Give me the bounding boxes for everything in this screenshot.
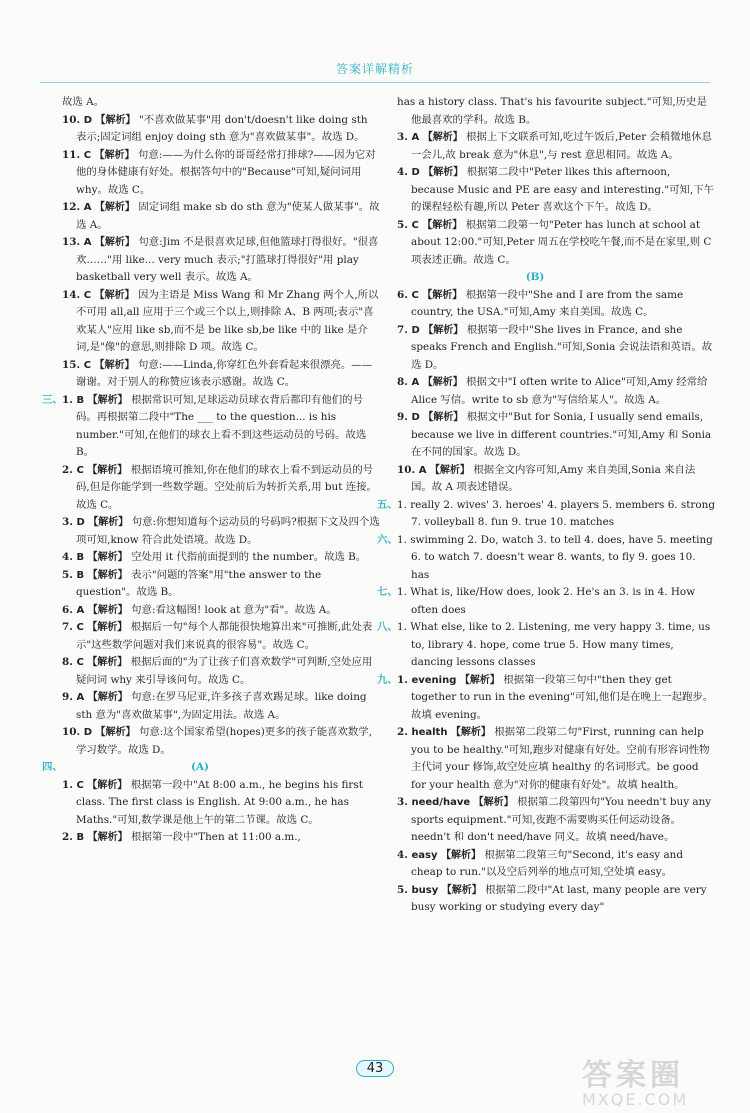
explanation-text: 根据第一段中"She and I are from the same country, the USA."可知,Amy 来自美国。故选 C。 — [411, 288, 684, 318]
explanation-text: 根据语境可推知,你在他们的球衣上看不到运动员的号码,但是你能学到一些数学题。空处前后为转折关系,用 but 连接。故选 C。 — [76, 463, 377, 511]
answer-item — [397, 129, 715, 164]
answer-item — [62, 94, 380, 112]
answer-item — [397, 287, 715, 322]
explanation-text: 句意:看这幅图! look at 意为"看"。故选 A。 — [131, 603, 337, 616]
explanation-text: 根据第一段第三句中"then they get together to run in the evening"可知,他们是在晚上一起跑步。故填 evening。 — [411, 673, 714, 721]
question-number: 15. — [62, 358, 84, 371]
explanation-text: 根据常识可知,足球运动员球衣背后都印有他们的号码。再根据第二段中"The ___ to the question... is his number."可知,在他们的球衣上看不到这些运动员的号码。故选 B。 — [76, 393, 367, 458]
question-number: 2. — [62, 463, 77, 476]
answer-key: B 【解析】 — [76, 569, 132, 581]
question-number: 7. — [62, 621, 77, 633]
explanation-text: 因为主语是 Miss Wang 和 Mr Zhang 两个人,所以不可用 all,all 应用于三个或三个以上,则排除 A、B 两项;表示"喜欢某人"应用 like sb,而不是 be like sb,be like 中的 like 是介词,是"像"的意思,则排除 D 项。故选 C。 — [76, 288, 379, 353]
answer-item — [62, 199, 380, 234]
answer-item — [62, 567, 380, 602]
header-title: 答案详解精析 — [335, 62, 414, 76]
answer-key: easy 【解析】 — [411, 849, 485, 861]
explanation-text: 根据全文内容可知,Amy 来自美国,Sonia 来自法国。故 A 项表述错误。 — [411, 463, 696, 493]
answer-item — [397, 847, 715, 882]
section-header — [42, 759, 380, 777]
explanation-text: 句意:——Linda,你穿红色外套看起来很漂亮。——谢谢。对于别人的称赞应该表示感谢。故选 C。 — [76, 358, 373, 388]
explanation-text: 句意:在罗马尼亚,许多孩子喜欢踢足球。like doing sth 意为"喜欢做某事",为固定用法。故选 A。 — [76, 691, 367, 721]
left-column — [42, 94, 380, 847]
explanation-text: 根据文中"But for Sonia, I usually send emails, because we live in different countries."可知,Amy 和 Sonia 在不同的国家。故选 D。 — [411, 411, 712, 458]
answer-key: D 【解析】 — [411, 324, 467, 336]
question-number: 3. — [397, 131, 412, 143]
explanation-text: 句意:你想知道每个运动员的号码吗?根据下文及四个选项可知,know 符合此处语境。故选 D。 — [76, 516, 380, 546]
answer-item — [62, 777, 380, 830]
answer-key: A 【解析】 — [76, 604, 132, 616]
answer-key: D 【解析】 — [411, 167, 467, 178]
question-number: 6. — [62, 603, 77, 616]
question-number: 9. — [62, 691, 77, 703]
explanation-text: "不喜欢做某事"用 don't/doesn't like doing sth 表示;固定词组 enjoy doing sth 意为"喜欢做某事"。故选 D。 — [76, 113, 368, 143]
explanation-text: 固定词组 make sb do sth 意为"使某人做某事"。故选 A。 — [76, 201, 380, 231]
question-number: 5. — [397, 883, 412, 896]
answer-item — [397, 409, 715, 462]
question-number: 1. — [62, 778, 77, 791]
question-number: 1. — [397, 673, 412, 686]
answer-key: D 【解析】 — [83, 727, 139, 738]
answer-item — [397, 164, 715, 217]
question-number: 4. — [397, 166, 412, 178]
answer-key: C 【解析】 — [83, 289, 139, 301]
answer-key: C 【解析】 — [411, 219, 466, 231]
answer-item — [397, 94, 715, 129]
question-number: 1. — [62, 393, 77, 406]
answer-item — [62, 462, 380, 515]
answer-key: C 【解析】 — [76, 622, 131, 633]
answer-key: A 【解析】 — [418, 464, 474, 476]
explanation-text: 表示"问题的答案"用"the answer to the question"。故选 B。 — [76, 568, 322, 598]
question-number: 10. — [62, 726, 84, 738]
answer-key: B 【解析】 — [76, 552, 132, 563]
answer-key: B 【解析】 — [76, 832, 132, 843]
page-number-text: 43 — [356, 1060, 395, 1077]
explanation-text: 根据第二段第四句"You needn't buy any sports equipment."可知,夜跑不需要购买任何运动设备。needn't 和 don't need/have 同义。故填 need/have。 — [411, 796, 712, 843]
watermark-line2: MXQE.COM — [582, 1090, 689, 1109]
explanation-text: 句意:——为什么你的哥哥经常打排球?——因为它对他的身体健康有好处。根据答句中的"Because"可知,疑问词用 why。故选 C。 — [76, 148, 376, 196]
answer-key: A 【解析】 — [83, 202, 139, 213]
answer-key: C 【解析】 — [76, 779, 131, 791]
subsection-label: (A) — [191, 761, 209, 773]
answer-item — [62, 234, 380, 287]
answer-key: A 【解析】 — [411, 377, 467, 388]
section-number: 七、 — [377, 586, 398, 598]
answer-item — [397, 794, 715, 847]
watermark-logo — [582, 1050, 742, 1110]
question-number: 9. — [397, 411, 412, 423]
answer-text: 1. swimming 2. Do, watch 3. to tell 4. does, have 5. meeting 6. to watch 7. doesn't wear 8. wants, to fly 9. goes 10. has — [397, 533, 713, 581]
right-column — [377, 94, 715, 917]
explanation-text: 根据第一段中"Then at 11:00 a.m., — [131, 831, 301, 843]
answer-key: busy 【解析】 — [411, 884, 486, 896]
answer-key: C 【解析】 — [411, 289, 466, 301]
question-number: 3. — [397, 796, 412, 808]
explanation-text: 根据上下文联系可知,吃过午饭后,Peter 会稍微地休息一会儿,故 break 意为"休息",与 rest 意思相同。故选 A。 — [411, 131, 712, 161]
explanation-text: 句意:Jim 不是很喜欢足球,但他篮球打得很好。"很喜欢……"用 like... very much 表示;"打篮球打得很好"用 play basketball very well 表示。故选 A。 — [76, 236, 379, 283]
explanation-text: 根据后面的"为了让孩子们喜欢数学"可判断,空处应用疑问词 why 来引导该问句。故选 C。 — [76, 656, 373, 686]
explanation-text: 根据第二段第三句"Second, it's easy and cheap to run."以及空后列举的地点可知,空处填 easy。 — [411, 848, 684, 878]
explanation-text: 根据后一句"每个人都能很快地算出来"可推断,此处表示"这些数学问题对我们来说真的很容易"。故选 C。 — [76, 621, 373, 651]
answer-item — [397, 724, 715, 794]
answer-row — [377, 532, 715, 585]
answer-key: D 【解析】 — [76, 517, 132, 528]
question-number: 2. — [62, 831, 77, 843]
answer-row — [377, 584, 715, 619]
answer-item — [62, 112, 380, 147]
question-number: 10. — [62, 113, 84, 126]
answer-row — [377, 497, 715, 532]
answer-item — [397, 462, 715, 497]
question-number: 13. — [62, 236, 84, 248]
explanation-text: 根据第二段中"Peter likes this afternoon, because Music and PE are easy and interesting."可知,下午的课程轻松有趣,所以 Peter 喜欢这个下午。故选 D。 — [411, 166, 715, 213]
answer-text: 1. What else, like to 2. Listening, me very happy 3. time, us to, library 4. hope, come true 5. How many times, dancing lessons classes — [397, 621, 711, 668]
section-number: 五、 — [377, 498, 398, 511]
answer-item — [62, 357, 380, 392]
question-number: 5. — [62, 568, 77, 581]
explanation-text: 根据第一段中"She lives in France, and she speaks French and English."可知,Sonia 会说法语和英语。故选 D。 — [411, 323, 713, 371]
explanation-text: 故选 A。 — [62, 96, 104, 108]
explanation-text: 根据第一段中"At 8:00 a.m., he begins his first class. The first class is English. At 9:00 a.m., he has Maths."可知,数学课是他上午的第二节课。故选 C。 — [76, 778, 363, 826]
answer-key: need/have 【解析】 — [411, 797, 518, 808]
question-number: 7. — [397, 323, 412, 336]
question-number: 8. — [62, 656, 77, 668]
subsection-label: (B) — [525, 271, 545, 283]
section-header — [397, 269, 715, 287]
explanation-text: 根据第二段第一句"Peter has lunch at school at about 12:00."可知,Peter 周五在学校吃午餐,而不是在家里,则 C 项表述正确。故选 C。 — [411, 218, 712, 266]
explanation-text: 根据第二段中"At last, many people are very busy working or studying every day" — [411, 883, 707, 913]
explanation-text: 句意:这个国家希望(hopes)更多的孩子能喜欢数学,学习数学。故选 D。 — [76, 726, 372, 756]
section-number: 四、 — [42, 761, 63, 773]
question-number: 10. — [397, 463, 419, 476]
answer-item — [397, 322, 715, 375]
answer-item — [397, 374, 715, 409]
answer-item — [62, 514, 380, 549]
explanation-text: has a history class. That's his favourite subject."可知,历史是他最喜欢的学科。故选 B。 — [397, 96, 707, 126]
explanation-text: 根据文中"I often write to Alice"可知,Amy 经常给 Alice 写信。write to sb 意为"写信给某人"。故选 A。 — [411, 376, 708, 406]
answer-item — [62, 829, 380, 847]
section-number: 三、 — [42, 393, 63, 406]
question-number: 4. — [397, 848, 412, 861]
answer-key: C 【解析】 — [83, 149, 139, 161]
page-header — [0, 0, 750, 95]
answer-item — [62, 287, 380, 357]
question-number: 12. — [62, 201, 84, 213]
section-number: 六、 — [377, 533, 398, 546]
section-number: 八、 — [377, 621, 398, 633]
explanation-text: 空处用 it 代指前面提到的 the number。故选 B。 — [131, 551, 367, 563]
answer-key: B 【解析】 — [76, 394, 132, 406]
answer-key: C 【解析】 — [83, 359, 139, 371]
answer-item — [62, 602, 380, 620]
answer-key: D 【解析】 — [411, 412, 467, 423]
answer-key: evening 【解析】 — [411, 674, 504, 686]
question-number: 2. — [397, 726, 412, 738]
answer-row — [377, 619, 715, 672]
answer-text: 1. really 2. wives' 3. heroes' 4. players 5. members 6. strong 7. volleyball 8. fun 9. true 10. matches — [397, 498, 715, 528]
answer-item — [397, 217, 715, 270]
answer-key: C 【解析】 — [76, 657, 131, 668]
answer-item — [62, 549, 380, 567]
answer-item — [62, 654, 380, 689]
question-number: 3. — [62, 516, 77, 528]
answer-key: A 【解析】 — [76, 692, 132, 703]
answer-key: D 【解析】 — [83, 114, 139, 126]
answer-key: A 【解析】 — [411, 132, 467, 143]
answer-key: A 【解析】 — [83, 237, 139, 248]
answer-text: 1. What is, like/How does, look 2. He's an 3. is in 4. How often does — [397, 586, 696, 616]
answer-item — [397, 882, 715, 917]
question-number: 14. — [62, 288, 84, 301]
question-number: 6. — [397, 288, 412, 301]
answer-item — [62, 619, 380, 654]
answer-item — [42, 392, 380, 462]
answer-key: health 【解析】 — [411, 727, 495, 738]
section-number: 九、 — [377, 673, 398, 686]
answer-item — [62, 147, 380, 200]
answer-item — [377, 672, 715, 725]
watermark-line1: 答案圈 — [582, 1058, 684, 1093]
answer-item — [62, 724, 380, 759]
question-number: 5. — [397, 218, 412, 231]
answer-key: C 【解析】 — [76, 464, 131, 476]
question-number: 11. — [62, 148, 84, 161]
answer-item — [62, 689, 380, 724]
explanation-text: 根据第二段第二句"First, running can help you to be healthy."可知,跑步对健康有好处。空前有形容词性物主代词 your 修饰,故空处应填 healthy 的名词形式。be good for your health 意为"对你的健康有好处"。故填 health。 — [411, 726, 710, 791]
header-divider — [40, 82, 710, 83]
question-number: 4. — [62, 551, 77, 563]
question-number: 8. — [397, 376, 412, 388]
